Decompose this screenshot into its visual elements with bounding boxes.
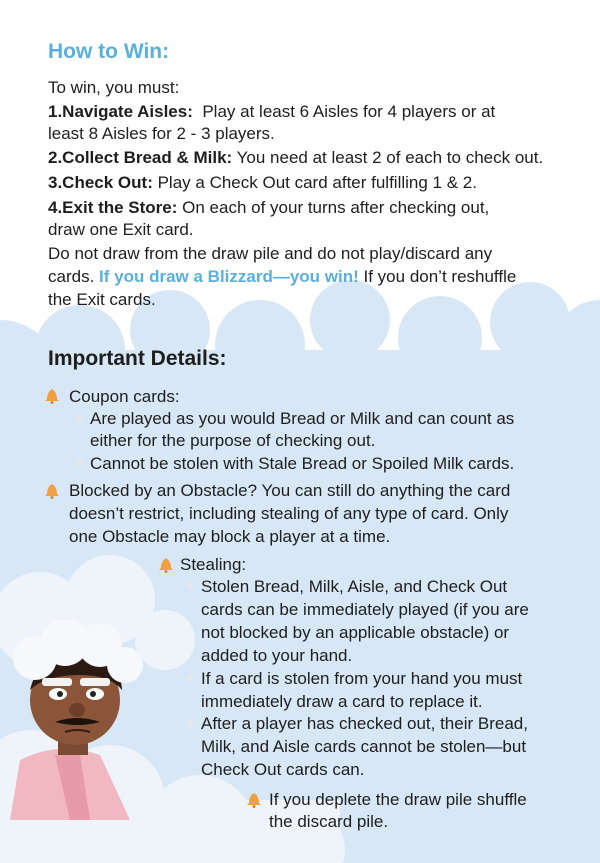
stealing-sub1-line3: not blocked by an applicable obstacle) or <box>201 623 510 642</box>
step-text: Play a Check Out card after fulfilling 1 & 2. <box>157 173 477 192</box>
step-text: You need at least 2 of each to check out. <box>236 148 544 167</box>
blocked-line1: Blocked by an Obstacle? You can still do anything the card <box>69 481 511 500</box>
coupon-sub1-line2: either for the purpose of checking out. <box>90 431 376 450</box>
coupon-sub2: Cannot be stolen with Stale Bread or Spoiled Milk cards. <box>90 454 515 473</box>
step-exit-store-cont: draw one Exit card. <box>48 220 194 239</box>
blocked-line3: one Obstacle may block a player at a time. <box>69 527 391 546</box>
how-to-win-heading: How to Win: <box>48 40 170 63</box>
sub-bullet-dot <box>76 459 83 466</box>
bell-bullet-icon <box>158 557 174 573</box>
stealing-sub2-line1: If a card is stolen from your hand you must <box>201 669 523 688</box>
bell-bullet-icon <box>246 792 262 808</box>
step-exit-store <box>48 197 489 219</box>
blizzard-highlight: If you draw a Blizzard—you win! <box>99 267 359 286</box>
step-navigate-aisles-cont: least 8 Aisles for 2 - 3 players. <box>48 124 275 143</box>
how-to-win-intro: To win, you must: <box>48 78 180 97</box>
important-details-heading: Important Details: <box>48 347 227 370</box>
note-line-3: the Exit cards. <box>48 290 156 309</box>
sub-bullet-dot <box>186 582 193 589</box>
note-pre: cards. <box>48 267 95 286</box>
stealing-label: Stealing: <box>180 555 247 574</box>
sub-bullet-dot <box>186 720 193 727</box>
step-text: On each of your turns after checking out, <box>182 198 490 217</box>
stealing-sub3-line2: Milk, and Aisle cards cannot be stolen—but <box>201 737 527 756</box>
sub-bullet-dot <box>76 415 83 422</box>
sub-bullet-dot <box>186 674 193 681</box>
stealing-sub1-line1: Stolen Bread, Milk, Aisle, and Check Out <box>201 577 508 596</box>
step-check-out <box>48 172 477 194</box>
coupon-sub1-line1: Are played as you would Bread or Milk and can count as <box>90 409 515 428</box>
step-text: Play at least 6 Aisles for 4 players or at <box>202 102 496 121</box>
stealing-sub2-line2: immediately draw a card to replace it. <box>201 692 483 711</box>
note-line-1: Do not draw from the draw pile and do not play/discard any <box>48 244 493 263</box>
stealing-sub3-line3: Check Out cards can. <box>201 760 365 779</box>
stealing-sub1-line4: added to your hand. <box>201 646 353 665</box>
note-line-2 <box>48 266 516 288</box>
step-label: 1.Navigate Aisles: <box>48 102 193 121</box>
step-navigate-aisles <box>48 101 495 123</box>
coupon-label: Coupon cards: <box>69 387 180 406</box>
deplete-line2: the discard pile. <box>269 812 389 831</box>
step-label: 2.Collect Bread & Milk: <box>48 148 233 167</box>
stealing-sub3-line1: After a player has checked out, their Bread, <box>201 714 528 733</box>
step-label: 4.Exit the Store: <box>48 198 178 217</box>
step-label: 3.Check Out: <box>48 173 153 192</box>
blocked-line2: doesn’t restrict, including stealing of any type of card. Only <box>69 504 509 523</box>
deplete-line1: If you deplete the draw pile shuffle <box>269 790 527 809</box>
bell-bullet-icon <box>44 483 60 499</box>
bell-bullet-icon <box>44 388 60 404</box>
stealing-sub1-line2: cards can be immediately played (if you are <box>201 600 529 619</box>
note-post: If you don’t reshuffle <box>363 267 517 286</box>
step-collect-bread-milk <box>48 147 543 169</box>
